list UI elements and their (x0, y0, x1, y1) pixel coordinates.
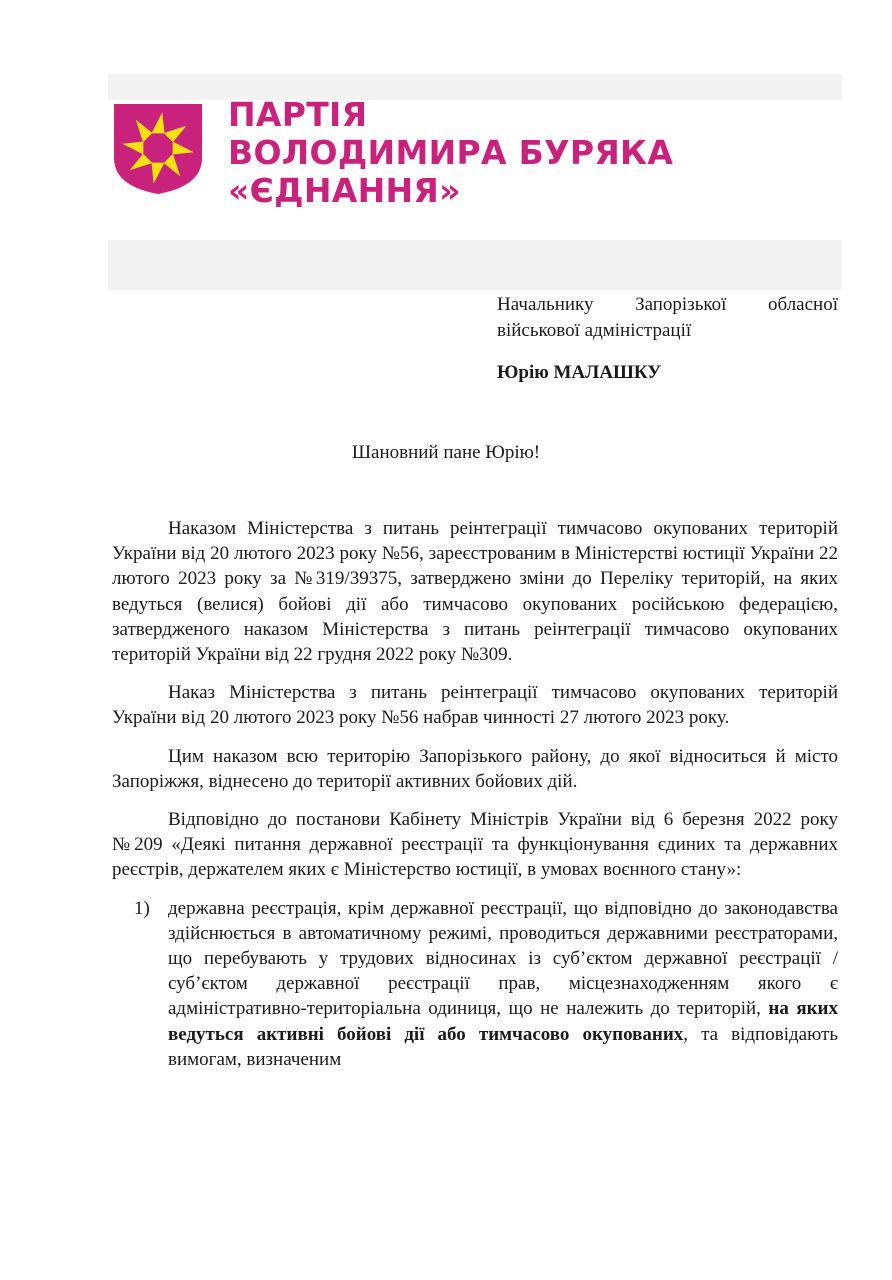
sun-in-shield-logo-icon (110, 100, 206, 196)
salutation: Шановний пане Юрію! (351, 442, 541, 463)
party-name (228, 96, 673, 210)
paragraph: Наказ Міністерства з питань реінтеграції тимчасово окупованих територій України від 20 лютого 2023 року №56 набрав чинності 27 лютого 2023 року. (112, 682, 838, 729)
addressee-name: Юрію МАЛАШКУ (497, 362, 662, 383)
addressee-word: Запорізької (635, 294, 727, 315)
paragraph: Цим наказом всю територію Запорізького району, до якої відноситься й місто Запоріжжя, віднесено до території активних бойових дій. (112, 745, 838, 792)
party-name-line: ВОЛОДИМИРА БУРЯКА (228, 133, 674, 172)
addressee-line-2: військової адміністрації (497, 320, 692, 341)
party-name-line: «ЄДНАННЯ» (228, 171, 461, 210)
letter-body (112, 516, 838, 1072)
list-number: 1) (134, 897, 150, 919)
paragraph: Відповідно до постанови Кабінету Міністрів України від 6 березня 2022 року №209 «Деякі питання державної реєстрації та функціонування єдиних та державних реєстрів, держателем яких є Міністерство юстиції, в умовах воєнного стану»: (112, 809, 838, 881)
addressee-line-1 (497, 292, 838, 318)
addressee-word: Начальнику (497, 294, 594, 315)
list-item (112, 896, 838, 1072)
party-name-line: ПАРТІЯ (228, 95, 368, 134)
list-text: державна реєстрація, крім державної реєстрації, що відповідно до законодавства здійснюється в автоматичному режимі, проводиться державними реєстраторами, що перебувають у трудових відносинах із суб’єктом державної реєстрації /суб’єктом державної реєстрації прав, місцезнаходженням якого є адміністративно-територіальна одиниця, що не належить до територій, (168, 897, 838, 1020)
addressee-word: обласної (768, 294, 838, 315)
addressee-position (497, 292, 838, 344)
separator-band (108, 240, 842, 290)
paragraph: Наказом Міністерства з питань реінтеграції тимчасово окупованих територій України від 20 лютого 2023 року №56, зареєстрованим в Міністерстві юстиції України 22 лютого 2023 року за №319/39375, затверджено зміни до Переліку територій, на яких ведуться (велися) бойові дії або тимчасово окупованих російською федерацією, затвердженого наказом Міністерства з питань реінтеграції тимчасово окупованих територій України від 22 грудня 2022 року №309. (112, 518, 838, 666)
list-text-bold: на яких ведуться активні бойові дії або тимчасово окупованих (168, 998, 839, 1045)
list-text: , та відповідають вимогам, визначеним (168, 1023, 838, 1070)
